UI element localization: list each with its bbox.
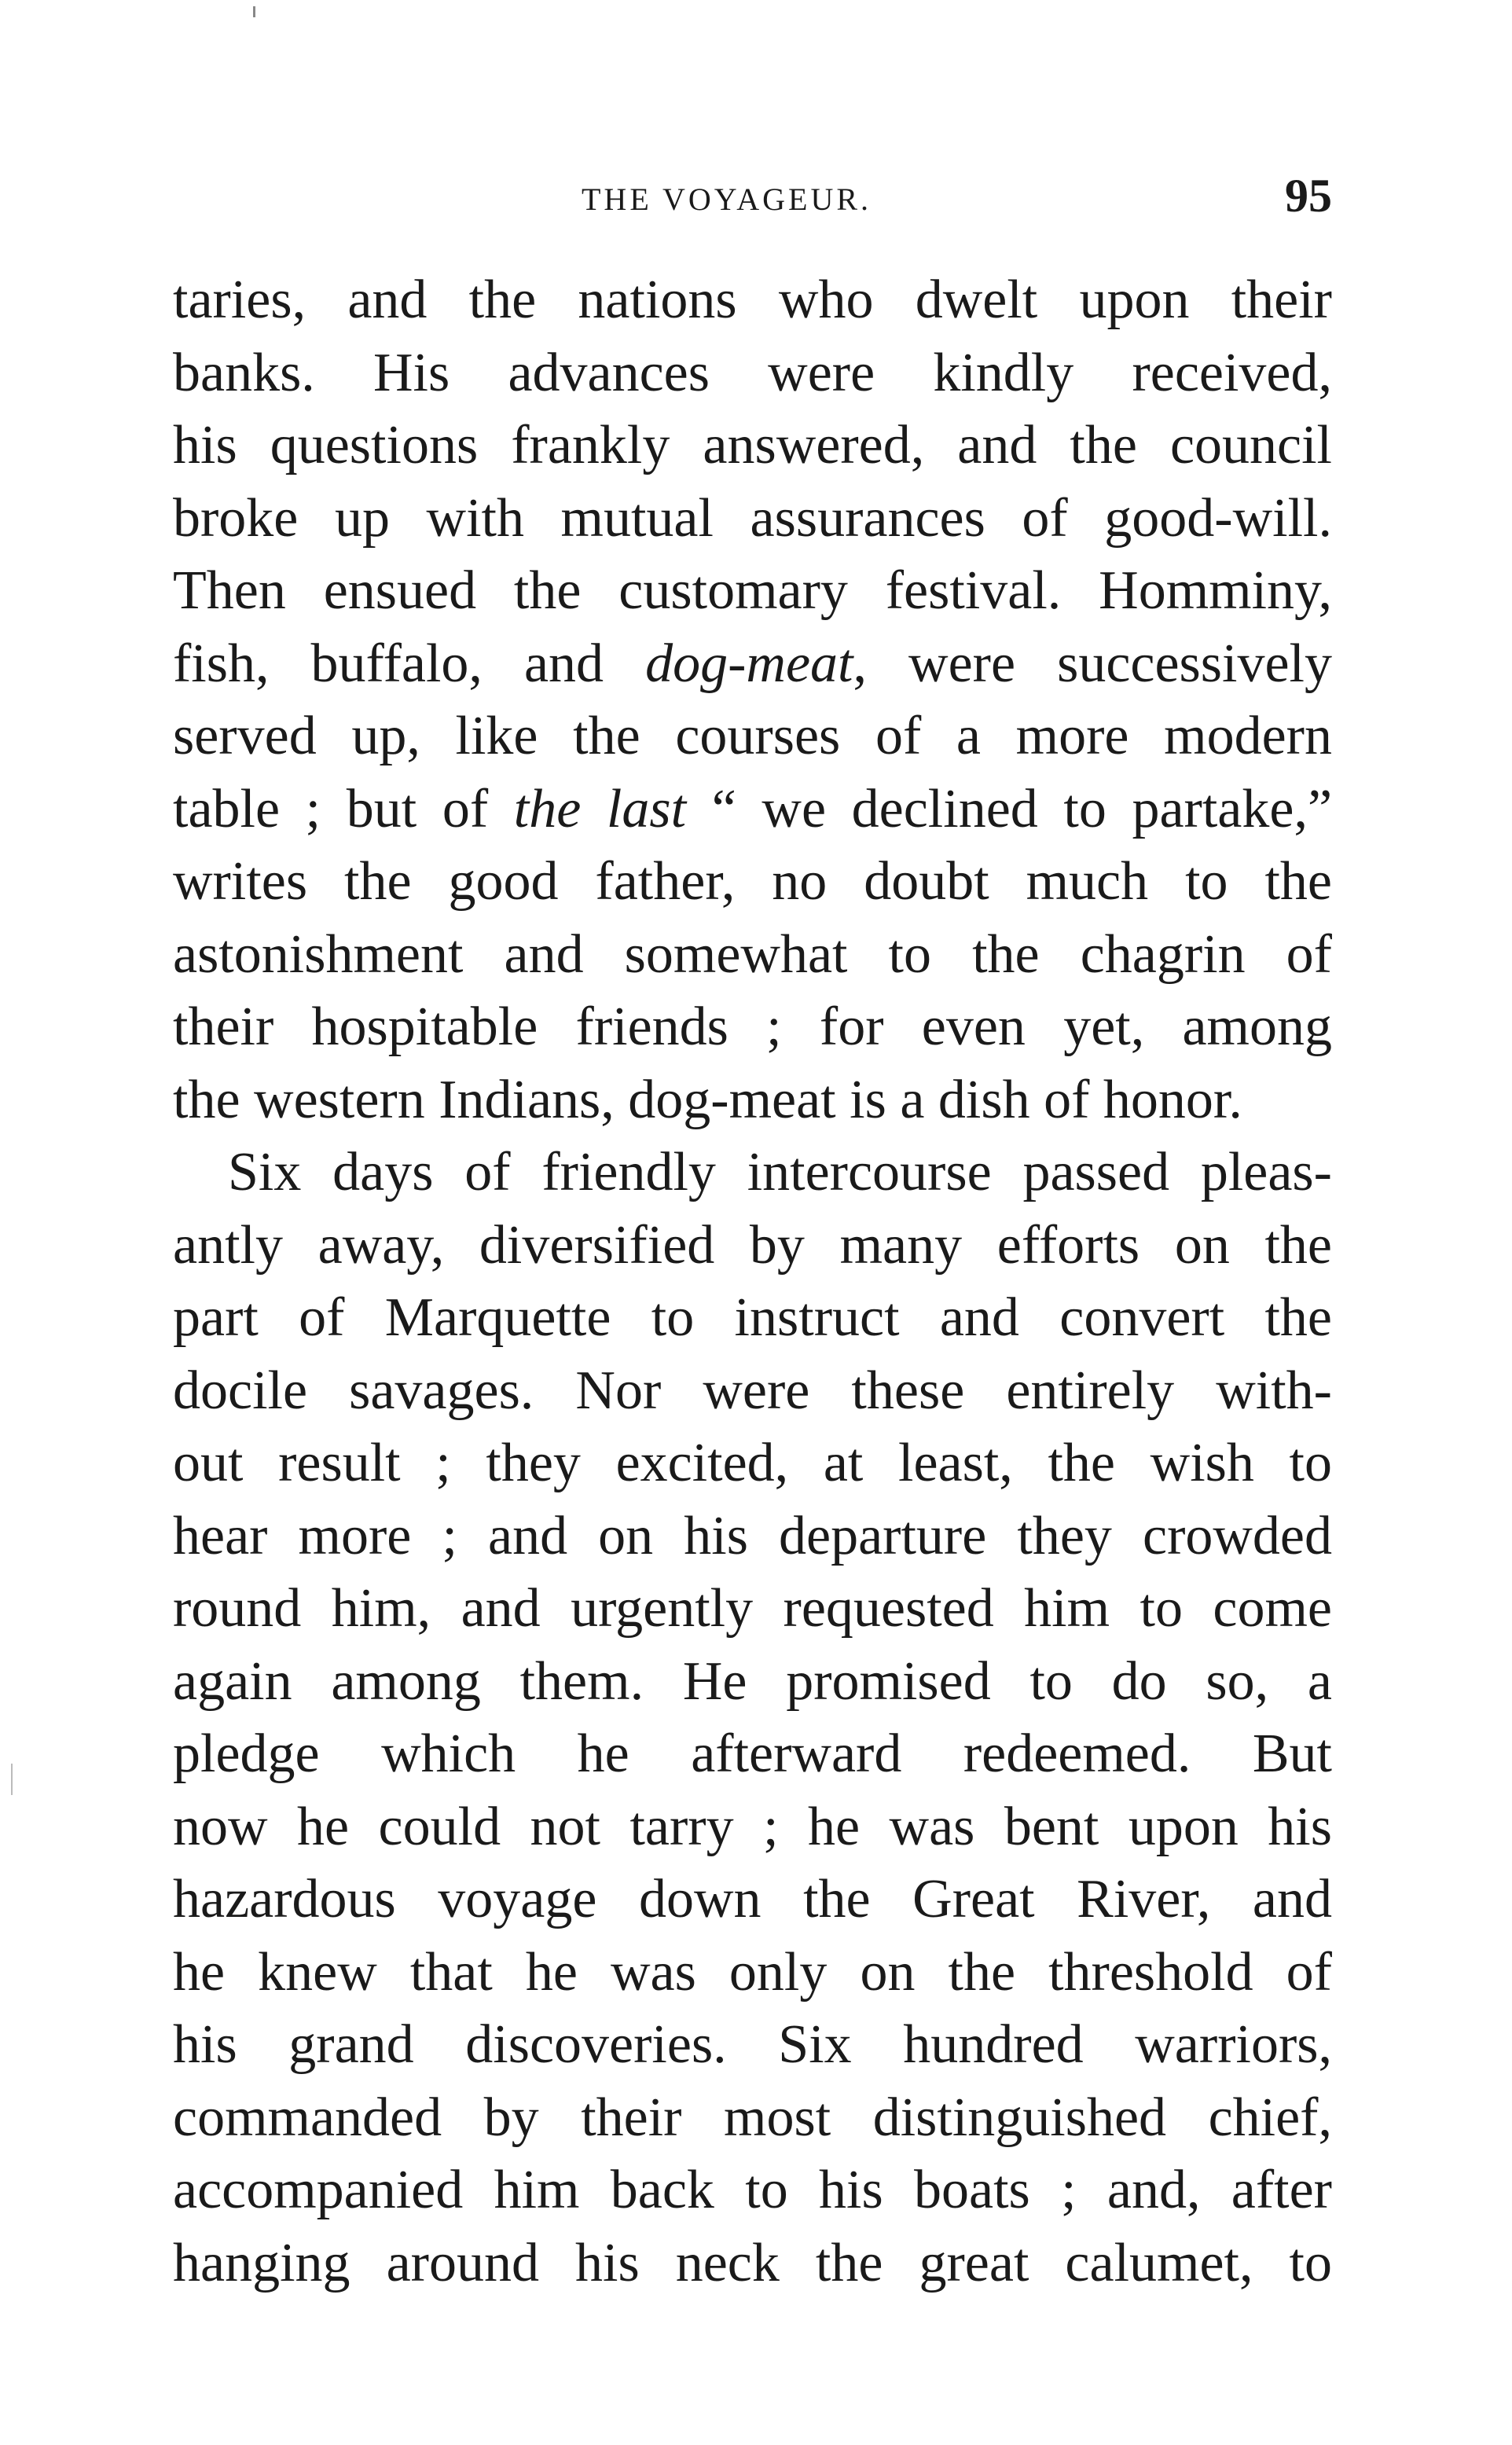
text-line: writes the good father, no doubt much to the — [173, 851, 1332, 912]
page-number: 95 — [1285, 170, 1332, 222]
text-line: hanging around his neck the great calumet, to — [173, 2232, 1332, 2293]
text-line: round him, and urgently requested him to come — [173, 1578, 1332, 1639]
text-run: fish, buffalo, and — [173, 633, 646, 694]
text-line — [173, 628, 1332, 701]
text-line: hear more ; and on his departure they crowded — [173, 1505, 1332, 1566]
scan-speck — [11, 1764, 13, 1795]
text-line — [173, 773, 1332, 846]
scan-speck — [253, 6, 255, 17]
text-run: “ we declined to partake,” — [686, 778, 1333, 839]
text-line: his questions frankly answered, and the council — [173, 415, 1332, 475]
body-text — [173, 264, 1332, 2300]
text-line: commanded by their most distinguished chief, — [173, 2087, 1332, 2148]
text-line: astonishment and somewhat to the chagrin of — [173, 923, 1332, 985]
text-line: part of Marquette to instruct and convert the — [173, 1287, 1332, 1348]
text-line: he knew that he was only on the threshold of — [173, 1941, 1332, 2003]
text-line: now he could not tarry ; he was bent upon his — [173, 1796, 1332, 1857]
text-line: hazardous voyage down the Great River, and — [173, 1869, 1332, 1929]
text-line: Then ensued the customary festival. Homminy, — [173, 560, 1332, 621]
text-line: antly away, diversified by many efforts on the — [173, 1214, 1332, 1276]
text-line: his grand discoveries. Six hundred warriors, — [173, 2014, 1332, 2075]
text-line: the western Indians, dog-meat is a dish of honor. — [173, 1069, 1242, 1130]
text-line: broke up with mutual assurances of good-will. — [173, 487, 1332, 549]
text-run: table ; but of — [173, 778, 514, 839]
text-line: Six days of friendly intercourse passed pleas- — [228, 1142, 1332, 1202]
text-line: served up, like the courses of a more modern — [173, 706, 1332, 766]
text-line: taries, and the nations who dwelt upon their — [173, 270, 1332, 330]
text-line: accompanied him back to his boats ; and, after — [173, 2160, 1332, 2220]
running-head — [173, 171, 1332, 226]
text-run: , were successively — [853, 633, 1332, 694]
text-line: banks. His advances were kindly received, — [173, 342, 1332, 403]
italic-text-run: dog-meat — [645, 633, 853, 694]
italic-text-run: the last — [513, 778, 687, 839]
text-line: again among them. He promised to do so, a — [173, 1650, 1332, 1712]
text-line: pledge which he afterward redeemed. But — [173, 1724, 1332, 1784]
text-line: their hospitable friends ; for even yet, among — [173, 997, 1332, 1057]
text-line: docile savages. Nor were these entirely with- — [173, 1360, 1332, 1421]
text-line: out result ; they excited, at least, the wish to — [173, 1433, 1332, 1493]
paragraph — [173, 264, 1332, 1136]
paragraph — [173, 1136, 1332, 2300]
running-title: THE VOYAGEUR. — [582, 182, 872, 217]
